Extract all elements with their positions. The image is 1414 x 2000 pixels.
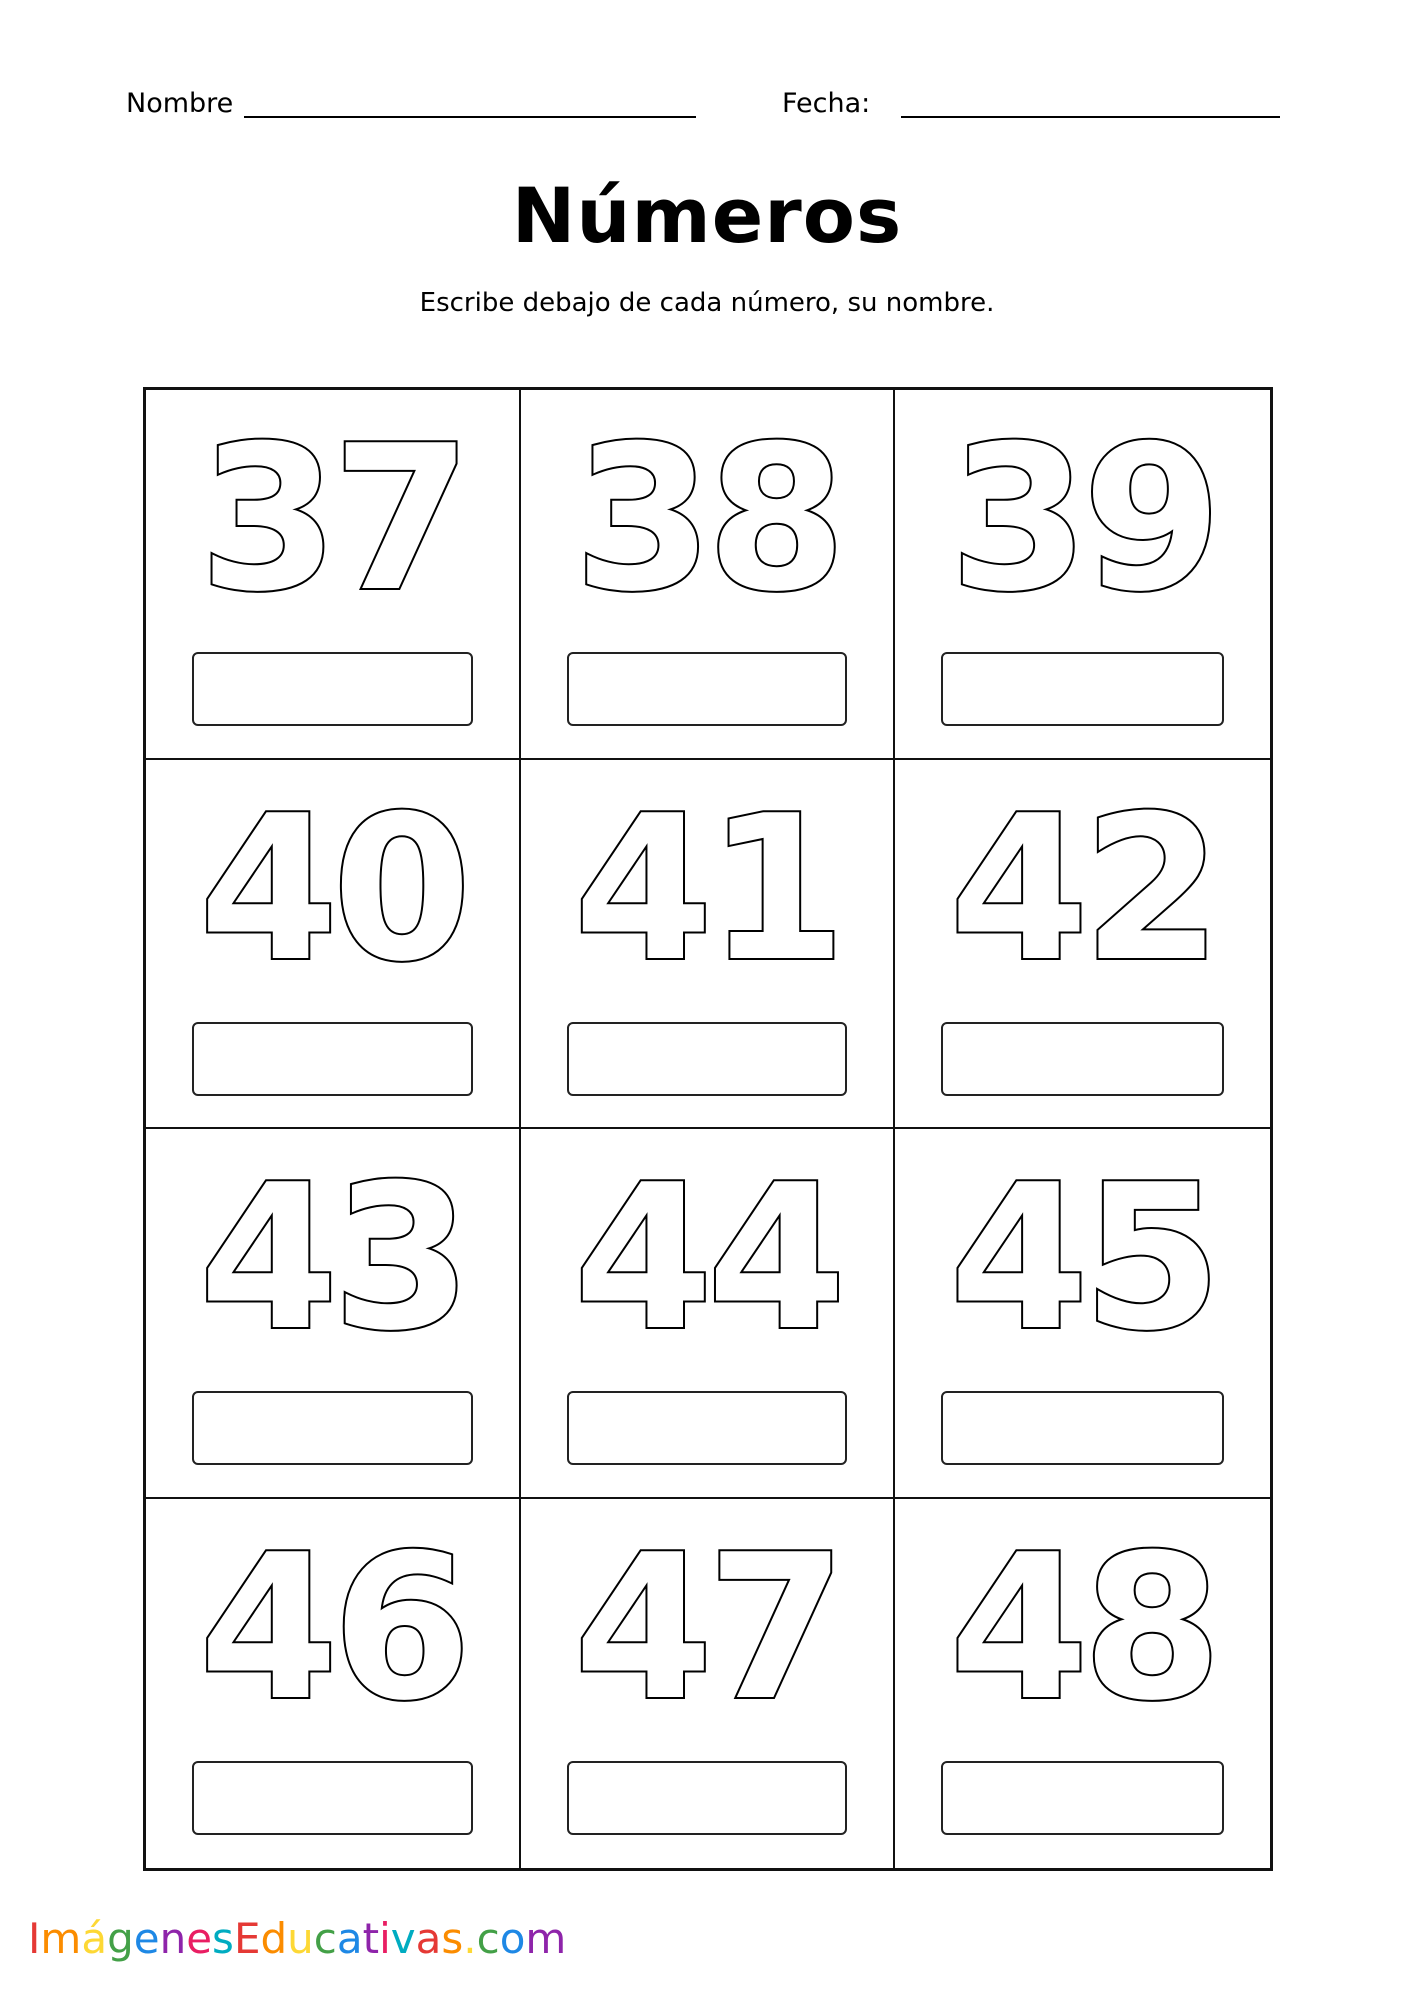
site-logo: ImágenesEducativas.com bbox=[28, 1914, 567, 1963]
number-cell bbox=[521, 760, 896, 1130]
outlined-number: 39 bbox=[949, 403, 1216, 636]
answer-box[interactable] bbox=[941, 1761, 1224, 1835]
outlined-number: 46 bbox=[199, 1511, 466, 1745]
number-cell bbox=[895, 1129, 1270, 1499]
answer-box[interactable] bbox=[567, 1391, 848, 1465]
answer-box[interactable] bbox=[192, 1022, 473, 1096]
name-label: Nombre bbox=[126, 88, 234, 119]
answer-box[interactable] bbox=[192, 1761, 473, 1835]
answer-box[interactable] bbox=[941, 1022, 1224, 1096]
answer-box[interactable] bbox=[941, 1391, 1224, 1465]
number-cell bbox=[146, 1499, 521, 1869]
outlined-number: 45 bbox=[949, 1142, 1216, 1375]
outlined-number: 44 bbox=[573, 1142, 841, 1375]
number-cell bbox=[895, 390, 1270, 760]
number-cell bbox=[146, 760, 521, 1130]
instructions-text: Escribe debajo de cada número, su nombre. bbox=[419, 288, 995, 318]
number-cell bbox=[521, 390, 896, 760]
number-cell bbox=[146, 390, 521, 760]
outlined-number: 37 bbox=[199, 403, 466, 636]
answer-box[interactable] bbox=[567, 1022, 848, 1096]
page-title: Números bbox=[511, 171, 903, 260]
number-cell bbox=[895, 760, 1270, 1130]
header-fields bbox=[0, 86, 1414, 126]
outlined-number: 41 bbox=[573, 772, 841, 1006]
answer-box[interactable] bbox=[567, 1761, 848, 1835]
number-cell bbox=[521, 1129, 896, 1499]
answer-box[interactable] bbox=[567, 652, 848, 726]
answer-box[interactable] bbox=[941, 652, 1224, 726]
outlined-number: 40 bbox=[199, 772, 466, 1006]
answer-box[interactable] bbox=[192, 652, 473, 726]
date-label: Fecha: bbox=[782, 88, 871, 119]
name-field[interactable] bbox=[244, 116, 696, 118]
numbers-grid bbox=[143, 387, 1273, 1871]
outlined-number: 43 bbox=[199, 1142, 466, 1375]
number-cell bbox=[521, 1499, 896, 1869]
outlined-number: 42 bbox=[949, 772, 1216, 1006]
number-cell bbox=[895, 1499, 1270, 1869]
outlined-number: 47 bbox=[573, 1511, 841, 1745]
answer-box[interactable] bbox=[192, 1391, 473, 1465]
number-cell bbox=[146, 1129, 521, 1499]
outlined-number: 38 bbox=[573, 403, 841, 636]
outlined-number: 48 bbox=[949, 1511, 1216, 1745]
date-field[interactable] bbox=[901, 116, 1280, 118]
